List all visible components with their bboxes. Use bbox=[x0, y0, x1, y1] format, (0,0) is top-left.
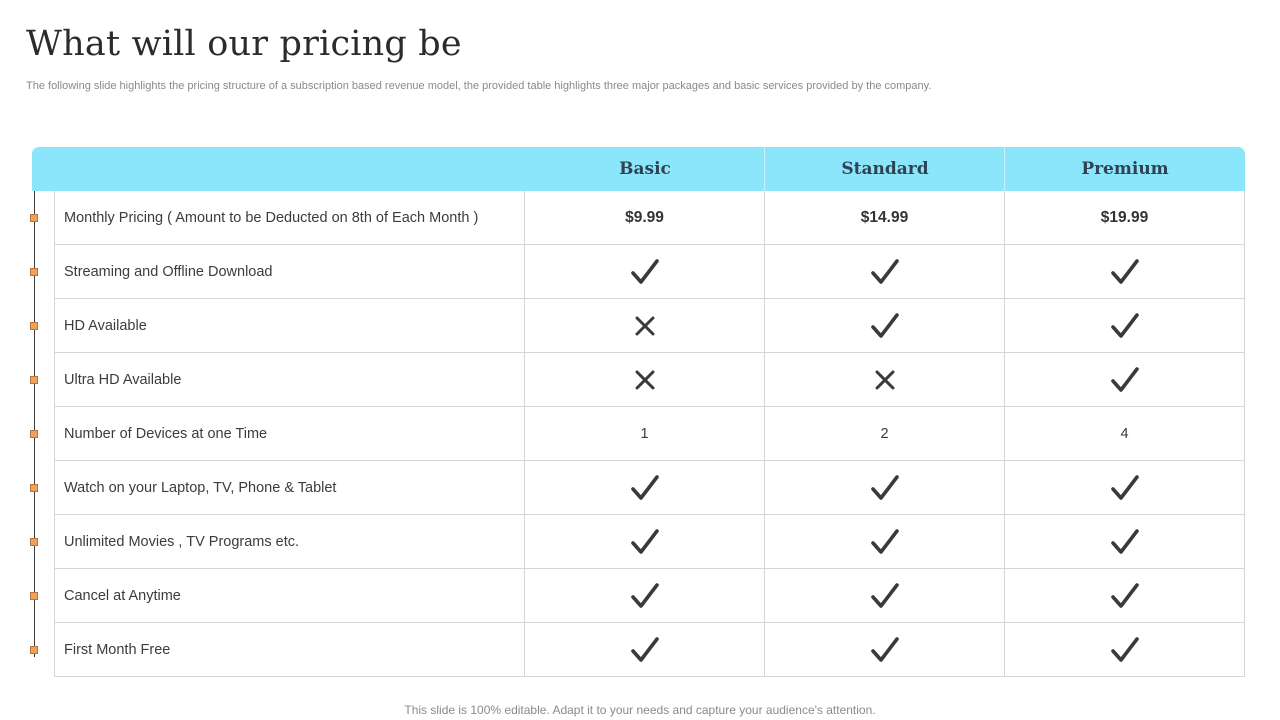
check-icon bbox=[525, 569, 765, 623]
basic-value: $9.99 bbox=[525, 191, 765, 245]
plan-header-standard: Standard bbox=[841, 159, 929, 179]
check-icon bbox=[1005, 299, 1245, 353]
feature-label: Cancel at Anytime bbox=[54, 569, 525, 623]
plan-header-basic: Basic bbox=[619, 159, 671, 179]
cross-icon bbox=[525, 353, 765, 407]
feature-label: Watch on your Laptop, TV, Phone & Tablet bbox=[54, 461, 525, 515]
footer-note: This slide is 100% editable. Adapt it to your needs and capture your audience's attention. bbox=[404, 703, 876, 717]
basic-value: 1 bbox=[525, 407, 765, 461]
page-title: What will our pricing be bbox=[26, 24, 462, 64]
check-icon bbox=[1005, 461, 1245, 515]
table-row bbox=[0, 515, 1280, 569]
feature-label: First Month Free bbox=[54, 623, 525, 677]
page-subtitle: The following slide highlights the pricing structure of a subscription based revenue model, the provided table highlights three major packages and basic services provided by the company. bbox=[26, 80, 932, 92]
check-icon bbox=[525, 515, 765, 569]
cross-icon bbox=[765, 353, 1005, 407]
check-icon bbox=[765, 515, 1005, 569]
check-icon bbox=[1005, 353, 1245, 407]
feature-label: Number of Devices at one Time bbox=[54, 407, 525, 461]
feature-label: HD Available bbox=[54, 299, 525, 353]
table-row bbox=[0, 569, 1280, 623]
check-icon bbox=[765, 461, 1005, 515]
premium-value: 4 bbox=[1005, 407, 1245, 461]
feature-label: Streaming and Offline Download bbox=[54, 245, 525, 299]
check-icon bbox=[765, 569, 1005, 623]
check-icon bbox=[765, 623, 1005, 677]
feature-label: Monthly Pricing ( Amount to be Deducted on 8th of Each Month ) bbox=[54, 191, 525, 245]
plan-header-premium: Premium bbox=[1081, 159, 1169, 179]
check-icon bbox=[525, 461, 765, 515]
check-icon bbox=[765, 299, 1005, 353]
check-icon bbox=[525, 245, 765, 299]
feature-label: Unlimited Movies , TV Programs etc. bbox=[54, 515, 525, 569]
cross-icon bbox=[525, 299, 765, 353]
check-icon bbox=[765, 245, 1005, 299]
table-row bbox=[0, 353, 1280, 407]
check-icon bbox=[525, 623, 765, 677]
table-row bbox=[0, 623, 1280, 677]
table-row bbox=[0, 461, 1280, 515]
table-row bbox=[0, 245, 1280, 299]
table-row bbox=[0, 191, 1280, 245]
premium-value: $19.99 bbox=[1005, 191, 1245, 245]
table-row bbox=[0, 407, 1280, 461]
check-icon bbox=[1005, 569, 1245, 623]
check-icon bbox=[1005, 623, 1245, 677]
table-row bbox=[0, 299, 1280, 353]
feature-label: Ultra HD Available bbox=[54, 353, 525, 407]
check-icon bbox=[1005, 515, 1245, 569]
check-icon bbox=[1005, 245, 1245, 299]
standard-value: 2 bbox=[765, 407, 1005, 461]
standard-value: $14.99 bbox=[765, 191, 1005, 245]
